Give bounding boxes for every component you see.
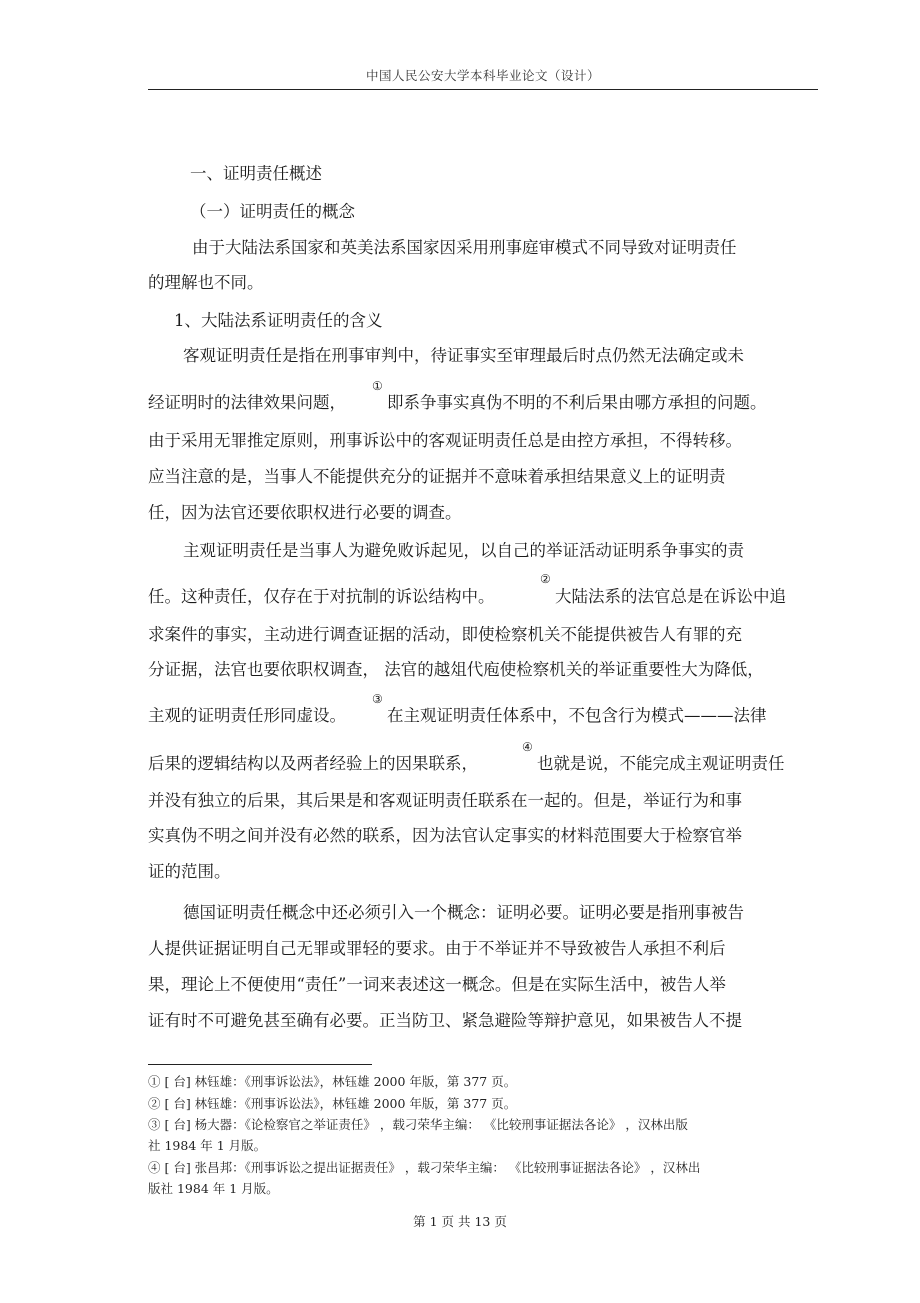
page-header-title: 中国人民公安大学本科毕业论文（设计） — [365, 68, 600, 83]
para2-line-7: 并没有独立的后果，其后果是和客观证明责任联系在一起的。但是，举证行为和事 — [148, 791, 742, 810]
para2-line-6a: 后果的逻辑结构以及两者经验上的因果联系， — [148, 754, 478, 773]
footnote-4-line-1: ④ [ 台] 张昌邦：《刑事诉讼之提出证据责任》 ，载刁荣华主编： 《比较刑事证据法各论》 ，汉林出 — [148, 1160, 701, 1175]
intro-line-1: 由于大陆法系国家和英美法系国家因采用刑事庭审模式不同导致对证明责任 — [192, 238, 737, 257]
para2-line-9: 证的范围。 — [148, 862, 231, 881]
para2-line-8: 实真伪不明之间并没有必然的联系，因为法官认定事实的材料范围要大于检察官举 — [148, 826, 742, 845]
footnote-ref-4: ④ — [522, 740, 533, 754]
para2-line-1: 主观证明责任是当事人为避免败诉起见，以自己的举证活动证明系争事实的责 — [183, 541, 744, 560]
para2-line-2b: 大陆法系的法官总是在诉讼中追 — [555, 587, 786, 606]
para3-line-3: 果，理论上不便使用“责任”一词来表述这一概念。但是在实际生活中，被告人举 — [148, 975, 726, 994]
para1-line-1: 客观证明责任是指在刑事审判中，待证事实至审理最后时点仍然无法确定或未 — [183, 346, 744, 365]
footnote-3-line-1: ③ [ 台] 杨大器：《论检察官之举证责任》 ，载刁荣华主编： 《比较刑事证据法各论》 ，汉林出版 — [148, 1117, 688, 1132]
para1-line-2b: 即系争事实真伪不明的不利后果由哪方承担的问题。 — [387, 393, 767, 412]
page-number: 第 1 页 共 13 页 — [413, 1214, 507, 1229]
footnote-2: ② [ 台] 林钰雄：《刑事诉讼法》，林钰雄 2000 年版，第 377 页。 — [148, 1096, 517, 1111]
para3-line-1: 德国证明责任概念中还必须引入一个概念：证明必要。证明必要是指刑事被告 — [183, 903, 744, 922]
para2-line-5b: 在主观证明责任体系中，不包含行为模式———法律 — [387, 706, 767, 725]
footnote-ref-1: ① — [372, 379, 383, 393]
footnote-separator — [148, 1064, 372, 1065]
para1-line-4: 应当注意的是，当事人不能提供充分的证据并不意味着承担结果意义上的证明责 — [148, 467, 726, 486]
footnote-ref-3: ③ — [372, 692, 383, 706]
para1-line-2a: 经证明时的法律效果问题， — [148, 393, 346, 412]
footnote-1: ① [ 台] 林钰雄：《刑事诉讼法》，林钰雄 2000 年版，第 377 页。 — [148, 1074, 517, 1089]
para2-line-6b: 也就是说，不能完成主观证明责任 — [537, 754, 785, 773]
footnote-ref-2: ② — [540, 572, 551, 586]
para2-line-5a: 主观的证明责任形同虚设。 — [148, 706, 346, 725]
section-heading-3: 1、大陆法系证明责任的含义 — [174, 311, 383, 330]
footnote-4-line-2: 版社 1984 年 1 月版。 — [148, 1181, 279, 1196]
para1-line-3: 由于采用无罪推定原则，刑事诉讼中的客观证明责任总是由控方承担，不得转移。 — [148, 431, 742, 450]
intro-line-2: 的理解也不同。 — [148, 273, 264, 292]
para1-line-5: 任，因为法官还要依职权进行必要的调查。 — [148, 503, 462, 522]
header-rule — [148, 89, 818, 90]
para3-line-2: 人提供证据证明自己无罪或罪轻的要求。由于不举证并不导致被告人承担不利后 — [148, 939, 726, 958]
footnote-3-line-2: 社 1984 年 1 月版。 — [148, 1138, 267, 1153]
para2-line-4: 分证据，法官也要依职权调查， 法官的越俎代庖使检察机关的举证重要性大为降低， — [148, 660, 764, 679]
section-heading-2: （一）证明责任的概念 — [190, 202, 355, 221]
section-heading-1: 一、证明责任概述 — [190, 164, 322, 183]
para2-line-3: 求案件的事实，主动进行调查证据的活动，即使检察机关不能提供被告人有罪的充 — [148, 625, 742, 644]
para3-line-4: 证有时不可避免甚至确有必要。正当防卫、紧急避险等辩护意见，如果被告人不提 — [148, 1011, 742, 1030]
para2-line-2a: 任。这种责任，仅存在于对抗制的诉讼结构中。 — [148, 587, 495, 606]
